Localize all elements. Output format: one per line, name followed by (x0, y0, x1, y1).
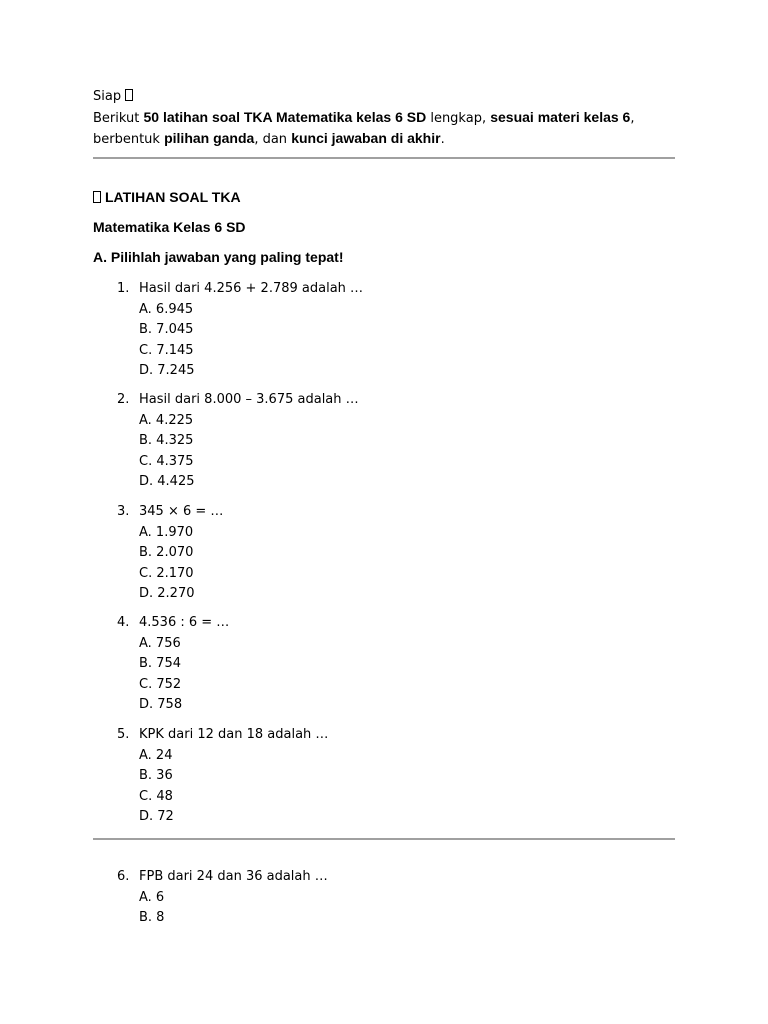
question-text: Hasil dari 4.256 + 2.789 adalah … (139, 281, 364, 296)
question-text: 345 × 6 = … (139, 504, 224, 519)
answer-option: C. 7.145 (139, 342, 194, 358)
section-title-text: LATIHAN SOAL TKA (105, 189, 241, 205)
missing-glyph-icon (125, 89, 133, 101)
answer-option: C. 2.170 (139, 565, 194, 581)
intro-text: Berikut (93, 111, 144, 126)
answer-option: A. 6 (139, 889, 165, 905)
answer-option: B. 754 (139, 656, 181, 671)
intro-bold: kunci jawaban di akhir (291, 130, 441, 146)
instruction-heading: A. Pilihlah jawaban yang paling tepat! (93, 249, 344, 265)
answer-option: C. 4.375 (139, 453, 194, 469)
answer-option: D. 4.425 (139, 474, 195, 489)
question-text: Hasil dari 8.000 – 3.675 adalah … (139, 392, 359, 407)
question-text: KPK dari 12 dan 18 adalah … (139, 727, 329, 742)
answer-option: D. 7.245 (139, 363, 195, 378)
horizontal-divider (93, 838, 675, 840)
question-number: 2. (117, 392, 130, 407)
intro-bold: 50 latihan soal TKA Matematika kelas 6 SD (143, 109, 427, 125)
answer-option: D. 2.270 (139, 586, 195, 601)
answer-option: A. 4.225 (139, 412, 194, 428)
section-title (93, 189, 241, 205)
answer-option: D. 758 (139, 697, 183, 712)
answer-option: B. 4.325 (139, 433, 194, 448)
missing-glyph-icon (93, 191, 101, 203)
answer-option: A. 756 (139, 635, 181, 651)
answer-option: B. 8 (139, 910, 165, 925)
answer-option: B. 36 (139, 768, 173, 783)
subject-heading: Matematika Kelas 6 SD (93, 219, 246, 235)
answer-option: A. 24 (139, 747, 173, 763)
answer-option: B. 7.045 (139, 322, 194, 337)
question-number: 6. (117, 869, 130, 884)
question-number: 3. (117, 504, 130, 519)
question-number: 1. (117, 281, 130, 296)
answer-option: A. 6.945 (139, 301, 194, 317)
answer-option: C. 752 (139, 676, 182, 692)
intro-text: , dan (254, 132, 292, 147)
intro-text: berbentuk (93, 132, 165, 147)
question-text: 4.536 : 6 = … (139, 615, 230, 630)
question-number: 5. (117, 727, 130, 742)
intro-text: . (440, 132, 445, 147)
intro-text: lengkap, (426, 111, 491, 126)
horizontal-divider (93, 157, 675, 159)
intro-bold: pilihan ganda (164, 130, 255, 146)
answer-option: D. 72 (139, 809, 174, 824)
intro-bold: sesuai materi kelas 6 (490, 109, 631, 125)
answer-option: B. 2.070 (139, 545, 194, 560)
intro-line-1 (93, 86, 133, 107)
intro-ready-text: Siap (93, 89, 122, 104)
intro-line-3 (93, 128, 445, 150)
intro-line-2 (93, 107, 634, 129)
answer-option: A. 1.970 (139, 524, 194, 540)
answer-option: C. 48 (139, 788, 173, 804)
question-number: 4. (117, 615, 130, 630)
intro-text: , (630, 111, 635, 126)
question-text: FPB dari 24 dan 36 adalah … (139, 869, 328, 884)
